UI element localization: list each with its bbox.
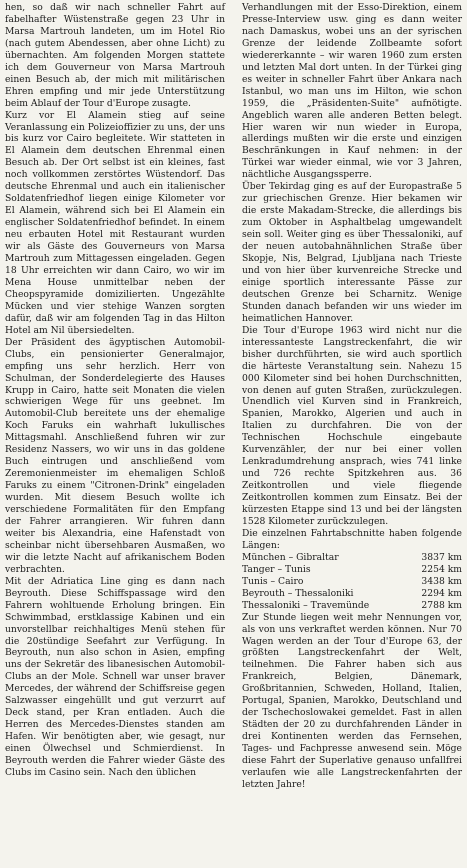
table-row bbox=[242, 552, 462, 564]
route-name: Tunis – Cairo bbox=[242, 575, 304, 587]
paragraph: Der Präsident des ägyptischen Automobil-Clubs, ein pensionierter Generalmajor, empfing uns sehr herzlich. Herr von Schulman, der Sonderdelegierte des Hauses Krupp in Cairo, hatte seit Monaten die vielen schwierigen Wege für uns geebnet. Im Automobil-Club bereitete uns der ehemalige Koch Faruks ein wahrhaft lukullisches Mittagsmahl. Anschließend fuhren wir zur Residenz Nassers, wo wir uns in das goldene Buch eintrugen und anschließend vom Zeremonienmeister im ehemaligen Schloß Faruks zu einem "Citronen-Drink" eingeladen wurden. Mit diesem Besuch wollte ich verschiedene Formalitäten für den Empfang der Fahrer arrangieren. Wir fuhren dann weiter bis Alexandria, eine Hafenstadt von scheinbar nicht übersehbaren Ausmaßen, wo wir die letzte Nacht auf afrikanischem Boden verbrachten. bbox=[5, 336, 225, 575]
paragraph: hen, so daß wir nach schneller Fahrt auf fabelhafter Wüstenstraße gegen 23 Uhr in Marsa Martrouh landeten, um im Hotel Rio (nach gutem Abendessen, aber ohne Licht) zu übernachten. Am folgenden Morgen stattete ich dem Gouverneur von Marsa Martrouh einen Besuch ab, der mich mit militärischen Ehren empfing und mir jede Unterstützung beim Ablauf der Tour d'Europe zusagte. bbox=[5, 2, 225, 109]
route-distance: 3837 km bbox=[421, 551, 462, 563]
route-distance: 3438 km bbox=[421, 575, 462, 587]
route-name: München – Gibraltar bbox=[242, 551, 339, 563]
left-column bbox=[5, 2, 225, 779]
route-distance: 2294 km bbox=[421, 587, 462, 599]
table-row bbox=[242, 564, 462, 576]
paragraph: Mit der Adriatica Line ging es dann nach Beyrouth. Diese Schiffspassage wird den Fahrern wohltuende Erholung bringen. Ein Schwimmbad, erstklassige Kabinen und ein unvorstellbar reichhaltiges Menü stehen für die 20stündige Seefahrt zur Verfügung. In Beyrouth, nun also schon in Asien, empfing uns der Sekretär des libanesischen Automobil-Clubs an der Mole. Schnell war unser braver Mercedes, der während der Schiffsreise gegen Salzwasser eingehüllt und gut verzurrt auf Deck stand, per Kran entladen. Auch die Herren des Mercedes-Dienstes standen am Hafen. Wir benötigten aber, wie gesagt, nur einen Ölwechsel und Schmierdienst. In Beyrouth werden die Fahrer wieder Gäste des Clubs im Casino sein. Nach den üblichen bbox=[5, 575, 225, 778]
route-distance: 2788 km bbox=[421, 599, 462, 611]
route-name: Beyrouth – Thessaloniki bbox=[242, 587, 354, 599]
right-column bbox=[242, 2, 462, 791]
paragraph: Die Tour d'Europe 1963 wird nicht nur die interessanteste Langstreckenfahrt, die wir bisher durchführten, sie wird auch sportlich die härteste Veranstaltung sein. Nahezu 15 000 Kilometer sind bei hohen Durchschnitten, von denen auf guten Straßen, zurückzulegen. Unendlich viel Kurven sind in Frankreich, Spanien, Marokko, Algerien und auch in Italien zu durchfahren. Die von der Technischen Hochschule eingebaute Kurvenzähler, der nur bei einer vollen Lenkradumdrehung ansprach, wies 741 linke und 726 rechte Spitzkehren aus. 36 Zeitkontrollen und viele fliegende Zeitkontrollen kommen zum Einsatz. Bei der kürzesten Etappe sind 13 und bei der längsten 1528 Kilometer zurückzulegen. bbox=[242, 324, 462, 527]
distance-table bbox=[242, 552, 462, 612]
route-distance: 2254 km bbox=[421, 563, 462, 575]
table-row bbox=[242, 588, 462, 600]
paragraph: Kurz vor El Alamein stieg auf seine Veranlassung ein Polizeioffizier zu uns, der uns bis kurz vor Cairo begleitete. Wir statteten in El Alamein dem deutschen Ehrenmal einen Besuch ab. Der Ort selbst ist ein kleines, fast noch vollkommen zerstörtes Wüstendorf. Das deutsche Ehrenmal und auch ein italienischer Soldatenfriedhof liegen einige Kilometer vor El Alamein, während sich bei El Alamein ein englischer Soldatenfriedhof befindet. In einem neu erbauten Hotel mit Restaurant wurden wir als Gäste des Gouverneurs von Marsa Martrouh zum Mittagessen eingeladen. Gegen 18 Uhr erreichten wir dann Cairo, wo wir im Mena House unmittelbar neben der Cheopspyramide domizilierten. Ungezählte Mücken und vier stehige Wanzen sorgten dafür, daß wir am folgenden Tag in das Hilton Hotel am Nil übersiedelten. bbox=[5, 109, 225, 336]
route-name: Thessaloniki – Travemünde bbox=[242, 599, 370, 611]
route-name: Tanger – Tunis bbox=[242, 563, 311, 575]
paragraph: Verhandlungen mit der Esso-Direktion, einem Presse-Interview usw. ging es dann weiter nach Damaskus, wobei uns an der syrischen Grenze der leidende Zollbeamte sofort wiedererkannte – wir waren 1960 zum ersten und letzten Mal dort unten. In der Türkei ging es weiter in schneller Fahrt über Ankara nach Istanbul, wo man uns im Hilton, wie schon 1959, die „Präsidenten-Suite" aufnötigte. Angeblich waren alle anderen Betten belegt. Hier waren wir nun wieder in Europa, allerdings mußten wir die erste und einzigen Beschränkungen in Kauf nehmen: in der Türkei war wieder einmal, wie vor 3 Jahren, nächtliche Ausgangssperre. bbox=[242, 2, 462, 181]
table-row bbox=[242, 600, 462, 612]
closing-paragraph: Zur Stunde liegen weit mehr Nennungen vor, als von uns verkraftet werden können. Nur 70 Wagen werden an der Tour d'Europe 63, der größten Langstreckenfahrt der Welt, teilnehmen. Die Fahrer haben sich aus Frankreich, Belgien, Dänemark, Großbritannien, Schweden, Holland, Italien, Portugal, Spanien, Marokko, Deutschland und der Tschechoslowakei gemeldet. Fast in allen Städten der 20 zu durchfahrenden Länder in drei Kontinenten werden das Fernsehen, Tages- und Fachpresse anwesend sein. Möge diese Fahrt der Superlative genauso unfallfrei verlaufen wie alle Langstreckenfahrten der letzten Jahre! bbox=[242, 611, 462, 790]
table-intro: Die einzelnen Fahrtabschnitte haben folgende Längen: bbox=[242, 527, 462, 551]
paragraph: Über Tekirdag ging es auf der Europastraße 5 zur griechischen Grenze. Hier bekamen wir die erste Makadam-Strecke, die allerdings bis zum Oktober in Asphaltbelag umgewandelt sein soll. Weiter ging es über Thessaloniki, auf der neuen autobahnähnlichen Straße über Skopje, Nis, Belgrad, Ljubljana nach Trieste und von hier über kurvenreiche Strecke und einige sportlich interessante Pässe zur deutschen Grenze bei Scharnitz. Wenige Stunden danach befanden wir uns wieder im heimatlichen Hannover. bbox=[242, 181, 462, 324]
table-row bbox=[242, 576, 462, 588]
